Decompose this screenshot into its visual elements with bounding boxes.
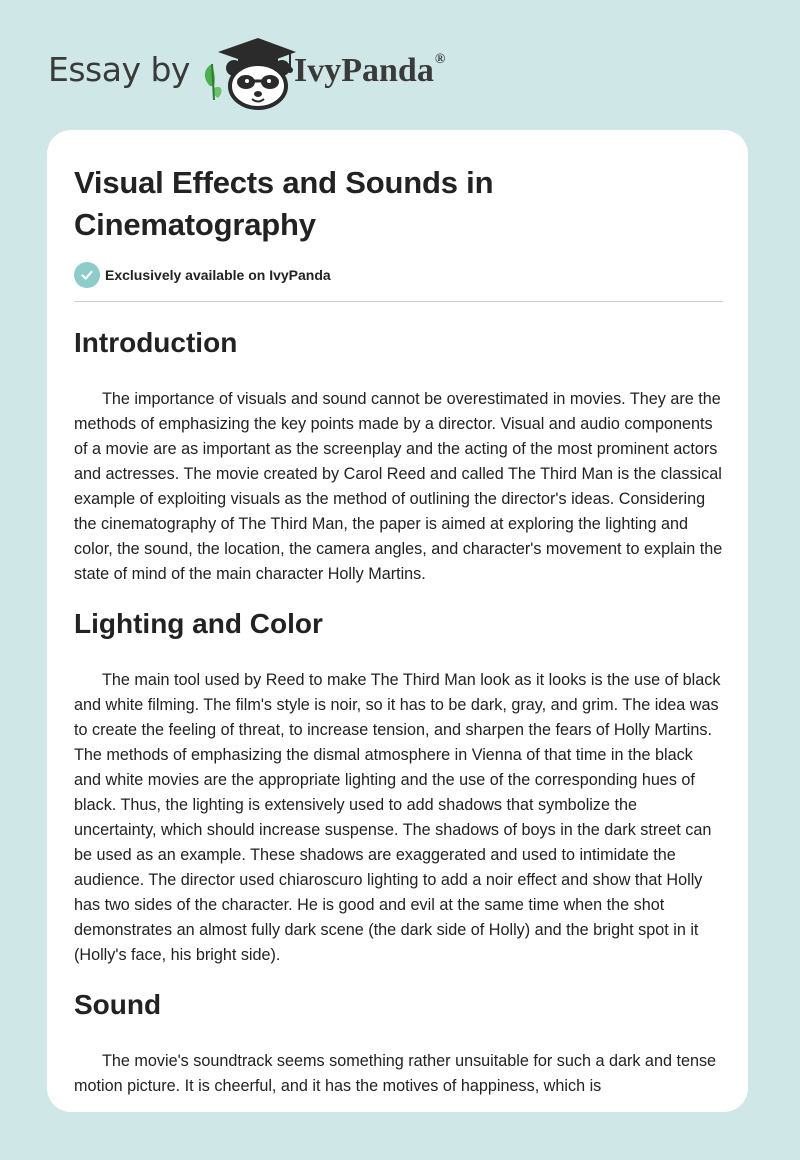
section-heading-lighting-and-color: Lighting and Color xyxy=(74,608,323,639)
registered-mark: ® xyxy=(434,52,446,67)
essay-content xyxy=(74,162,723,1099)
section-paragraph-sound: The movie's soundtrack seems something rather unsuitable for such a dark and tense motion picture. It is cheerful, and it has the motives of happiness, which is xyxy=(74,1052,717,1095)
brand-name xyxy=(294,52,445,90)
section-paragraph-lighting-and-color: The main tool used by Reed to make The Third Man look as it looks is the use of black and white filming. The film's style is noir, so it has to be dark, gray, and grim. The idea was to create the feeling of threat, to increase tension, and sharpen the fears of Holly Martins. The methods of emphasizing the dismal atmosphere in Vienna of that time in the black and white movies are the appropriate lighting and the use of the corresponding hues of black. Thus, the lighting is extensively used to add shadows that symbolize the uncertainty, which should increase suspense. The shadows of boys in the dark street can be used as an example. These shadows are exaggerated and used to intimidate the audience. The director used chiaroscuro lighting to add a noir effect and show that Holly has two sides of the character. He is good and evil at the same time when the shot demonstrates an almost fully dark scene (the dark side of Holly) and the bright spot in it (Holly's face, his bright side). xyxy=(74,671,721,964)
section-heading-introduction: Introduction xyxy=(74,327,238,358)
exclusive-badge xyxy=(74,262,723,288)
exclusive-badge-text: Exclusively available on IvyPanda xyxy=(105,267,331,283)
brand-header xyxy=(48,34,528,114)
brand-prefix: Essay by xyxy=(48,50,190,89)
section-paragraph-introduction: The importance of visuals and sound cannot be overestimated in movies. They are the methods of emphasizing the key points made by a director. Visual and audio components of a movie are as important as the screenplay and the acting of the most prominent actors and actresses. The movie created by Carol Reed and called The Third Man is the classical example of exploiting visuals as the method of outlining the director's ideas. Considering the cinematography of The Third Man, the paper is aimed at exploring the lighting and color, the sound, the location, the camera angles, and character's movement to explain the state of mind of the main character Holly Martins. xyxy=(74,390,723,583)
essay-card xyxy=(47,130,748,1112)
page-title: Visual Effects and Sounds in Cinematography xyxy=(74,165,494,242)
brand-name-text: IvyPanda xyxy=(294,52,434,89)
panda-graduate-icon xyxy=(200,34,296,110)
title-divider xyxy=(74,301,723,302)
section-heading-sound: Sound xyxy=(74,989,162,1020)
check-circle-icon xyxy=(74,262,100,288)
